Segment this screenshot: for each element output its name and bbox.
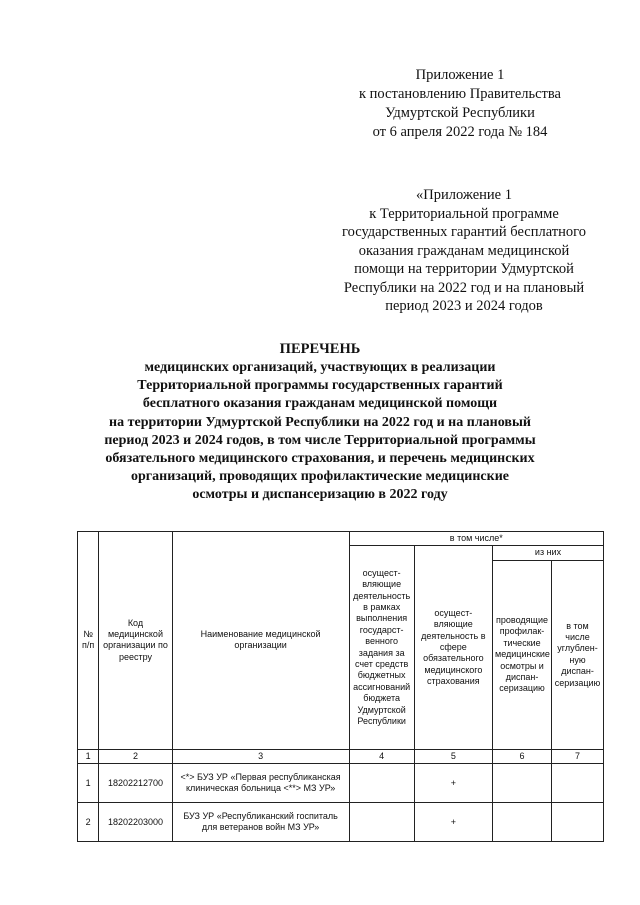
column-number: 6 — [493, 749, 552, 763]
row-name: <*> БУЗ УР «Первая республиканская клиническая больница <**> МЗ УР» — [172, 764, 349, 803]
subtitle-line: медицинских организаций, участвующих в реализации — [144, 360, 496, 375]
subtitle-line: осмотры и диспансеризацию в 2022 году — [192, 487, 448, 503]
row-deep — [552, 803, 604, 842]
header-num: № п/п — [78, 532, 99, 750]
row-name: БУЗ УР «Республиканский госпиталь для ветеранов войн МЗ УР» — [172, 803, 349, 842]
table-row — [78, 764, 604, 803]
annex-inner-line: Республики на 2022 год и на плановый — [343, 279, 585, 296]
subtitle-line: обязательного медицинского страхования, и перечень медицинских — [105, 451, 535, 467]
annex-outer-block — [340, 66, 580, 142]
subtitle-line: период 2023 и 2024 годов, в том числе Территориальной программы — [104, 432, 536, 448]
annex-inner-line: «Приложение 1 — [416, 187, 512, 203]
header-name: Наименование медицинской организации — [172, 532, 349, 750]
header-prof: проводящие профилак-тические медицинские осмотры и диспан-серизацию — [493, 560, 552, 749]
subtitle-line: бесплатного оказания гражданам медицинской помощи — [142, 396, 498, 412]
annex-outer-line: от 6 апреля 2022 года № 184 — [372, 124, 548, 140]
annex-outer-line: Приложение 1 — [415, 67, 505, 83]
table-row — [78, 803, 604, 842]
header-deep: в том числе углублен-ную диспан-серизацию — [552, 560, 604, 749]
header-code: Код медицинской организации по реестру — [99, 532, 172, 750]
row-code: 18202203000 — [99, 803, 172, 842]
header-of-them: из них — [493, 546, 604, 560]
annex-inner-block — [330, 186, 598, 316]
column-number: 2 — [99, 749, 172, 763]
annex-inner-line: помощи на территории Удмуртской — [354, 261, 574, 277]
annex-inner-line: к Территориальной программе — [369, 205, 559, 222]
row-num: 2 — [78, 803, 99, 842]
organizations-table — [77, 531, 604, 842]
annex-inner-line: государственных гарантий бесплатного — [342, 224, 586, 240]
header-oms: осущест-вляющие деятельность в сфере обязательного медицинского страхования — [414, 546, 492, 749]
row-state-task — [349, 764, 414, 803]
row-oms: + — [414, 803, 492, 842]
subtitle-line: организаций, проводящих профилактические медицинские — [131, 469, 509, 485]
column-number: 7 — [552, 749, 604, 763]
column-number: 5 — [414, 749, 492, 763]
table-header-row — [78, 532, 604, 546]
row-oms: + — [414, 764, 492, 803]
annex-outer-line: к постановлению Правительства — [359, 86, 561, 102]
column-number: 3 — [172, 749, 349, 763]
subtitle-line: Территориальной программы государственных гарантий — [137, 378, 503, 394]
row-deep — [552, 764, 604, 803]
row-code: 18202212700 — [99, 764, 172, 803]
annex-inner-line: период 2023 и 2024 годов — [385, 298, 543, 314]
document-subtitle — [70, 359, 570, 505]
column-number: 4 — [349, 749, 414, 763]
annex-outer-line: Удмуртской Республики — [385, 105, 535, 121]
annex-inner-line: оказания гражданам медицинской — [358, 242, 570, 259]
header-including: в том числе* — [349, 532, 603, 546]
column-number: 1 — [78, 749, 99, 763]
subtitle-line: на территории Удмуртской Республики на 2022 год и на плановый — [109, 414, 531, 430]
header-state-task: осущест-вляющие деятельность в рамках выполнения государст-венного задания за счет средств бюджетных ассигнований бюджета Удмуртской Республики — [349, 546, 414, 749]
row-prof — [493, 803, 552, 842]
column-number-row — [78, 749, 604, 763]
document-title: ПЕРЕЧЕНЬ — [279, 341, 361, 357]
row-state-task — [349, 803, 414, 842]
row-prof — [493, 764, 552, 803]
row-num: 1 — [78, 764, 99, 803]
